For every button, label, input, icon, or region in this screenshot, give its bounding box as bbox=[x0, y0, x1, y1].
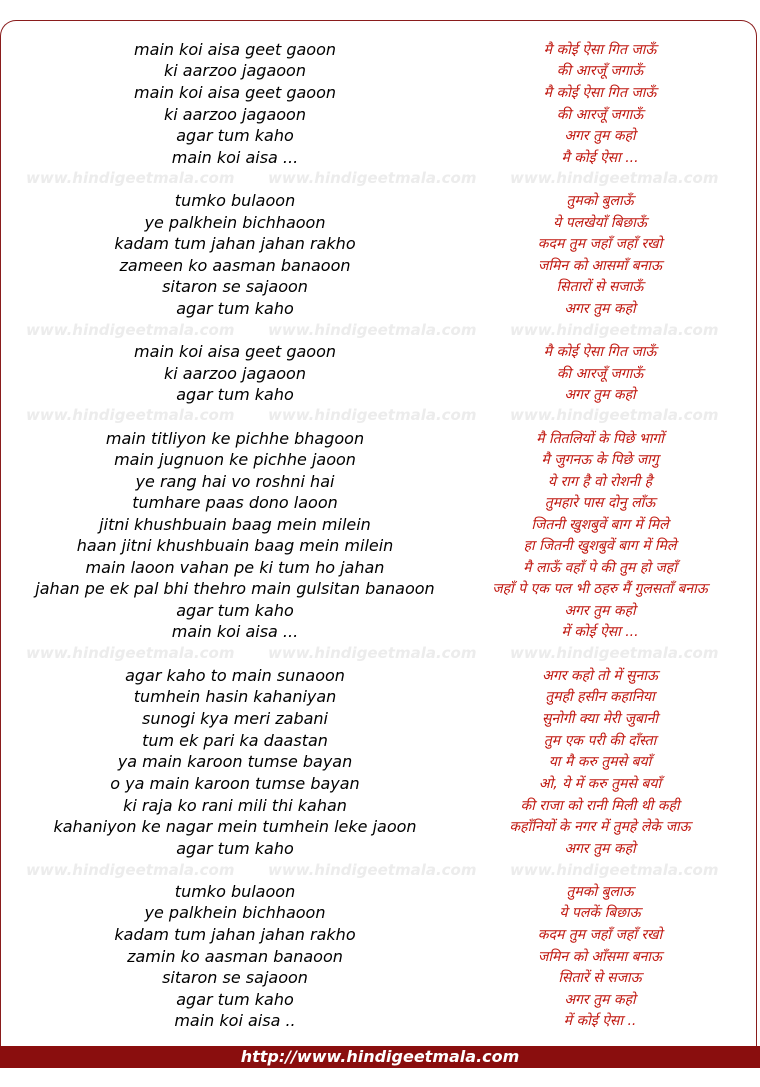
hindi-lyric-line: मै कोई ऐसा ... bbox=[561, 150, 639, 166]
watermark-text: www.hindigeetmala.com bbox=[510, 861, 719, 879]
english-lyric-line: ki aarzoo jagaoon bbox=[164, 364, 306, 383]
watermark-row bbox=[0, 321, 760, 341]
hindi-lyric-line: जमिन को आसमाँ बनाऊ bbox=[537, 258, 663, 274]
hindi-lyric-line: तुमही हसीन कहानिया bbox=[545, 689, 655, 705]
english-lyric-line: ki aarzoo jagaoon bbox=[164, 61, 306, 80]
english-lyric-line: main titliyon ke pichhe bhagoon bbox=[105, 429, 365, 448]
hindi-lyric-line: तुमको बुलाऊँ bbox=[566, 193, 634, 209]
english-lyric-line: tumko bulaoon bbox=[174, 191, 296, 210]
footer-url-bar[interactable] bbox=[0, 1046, 760, 1068]
english-lyric-line: sunogi kya meri zabani bbox=[141, 709, 328, 728]
hindi-lyric-line: ओ, ये में करु तुमसे बयाँ bbox=[538, 776, 662, 792]
english-lyric-line: jahan pe ek pal bhi thehro main gulsitan banaoon bbox=[35, 579, 435, 598]
english-lyric-line: main koi aisa ... bbox=[171, 148, 299, 167]
hindi-lyric-line: तुम एक परी की दाँस्ता bbox=[543, 733, 657, 749]
hindi-lyric-line: में कोई ऐसा ... bbox=[561, 624, 639, 640]
english-lyric-line: sitaron se sajaoon bbox=[162, 277, 308, 296]
hindi-lyric-line: मै जुगनऊ के पिछे जागु bbox=[541, 452, 659, 468]
hindi-lyric-line: मै तितलियों के पिछे भागों bbox=[536, 431, 664, 447]
hindi-lyric-line: तुमको बुलाऊ bbox=[566, 884, 634, 900]
english-lyric-line: agar tum kaho bbox=[176, 385, 294, 404]
hindi-lyric-line: अगर तुम कहो bbox=[564, 301, 636, 317]
english-lyric-line: tumko bulaoon bbox=[174, 882, 296, 901]
hindi-lyric-line: में कोई ऐसा .. bbox=[563, 1013, 637, 1029]
watermark-row bbox=[0, 406, 760, 426]
english-lyric-line: haan jitni khushbuain baag mein milein bbox=[76, 536, 394, 555]
hindi-lyric-line: सुनोगी क्या मेरी जुबानी bbox=[541, 711, 659, 727]
hindi-lyric-line: अगर तुम कहो bbox=[564, 992, 636, 1008]
english-lyric-line: kadam tum jahan jahan rakho bbox=[114, 234, 356, 253]
hindi-lyric-line: ये पलखेयाँ बिछाऊँ bbox=[553, 215, 647, 231]
english-lyric-line: agar kaho to main sunaoon bbox=[125, 666, 345, 685]
hindi-lyric-line: मै कोई ऐसा गित जाऊँ bbox=[543, 344, 657, 360]
english-lyric-line: ki raja ko rani mili thi kahan bbox=[123, 796, 347, 815]
watermark-text: www.hindigeetmala.com bbox=[268, 169, 477, 187]
hindi-lyric-line: कहाँनियों के नगर में तुमहे लेके जाऊ bbox=[509, 819, 691, 835]
watermark-row bbox=[0, 644, 760, 664]
english-lyric-line: kahaniyon ke nagar mein tumhein leke jaoon bbox=[53, 817, 417, 836]
hindi-lyric-line: कदम तुम जहाँ जहाँ रखो bbox=[537, 236, 663, 252]
watermark-text: www.hindigeetmala.com bbox=[26, 644, 235, 662]
hindi-lyric-line: मै कोई ऐसा गित जाऊँ bbox=[543, 42, 657, 58]
english-lyric-line: main koi aisa geet gaoon bbox=[133, 83, 336, 102]
english-lyric-line: main koi aisa ... bbox=[171, 622, 299, 641]
watermark-text: www.hindigeetmala.com bbox=[510, 644, 719, 662]
watermark-text: www.hindigeetmala.com bbox=[268, 861, 477, 879]
hindi-lyric-line: अगर तुम कहो bbox=[564, 387, 636, 403]
english-lyric-line: sitaron se sajaoon bbox=[162, 968, 308, 987]
hindi-lyric-line: ये राग है वो रोशनी है bbox=[547, 474, 653, 490]
english-lyric-line: tumhare paas dono laoon bbox=[132, 493, 338, 512]
footer-url-text[interactable]: http://www.hindigeetmala.com bbox=[240, 1047, 520, 1066]
watermark-row bbox=[0, 861, 760, 881]
english-lyric-line: agar tum kaho bbox=[176, 601, 294, 620]
hindi-lyric-line: की आरजूँ जगाऊँ bbox=[556, 366, 644, 382]
watermark-text: www.hindigeetmala.com bbox=[268, 406, 477, 424]
watermark-text: www.hindigeetmala.com bbox=[26, 169, 235, 187]
hindi-lyric-line: जमिन को आँसमा बनाऊ bbox=[537, 949, 663, 965]
hindi-lyric-line: सितारें से सजाऊ bbox=[558, 970, 642, 986]
hindi-lyric-line: अगर तुम कहो bbox=[564, 128, 636, 144]
english-lyric-line: main koi aisa geet gaoon bbox=[133, 342, 336, 361]
english-lyric-line: o ya main karoon tumse bayan bbox=[110, 774, 360, 793]
hindi-lyric-line: ये पलकें बिछाऊ bbox=[559, 905, 641, 921]
hindi-lyric-line: अगर तुम कहो bbox=[564, 603, 636, 619]
watermark-text: www.hindigeetmala.com bbox=[26, 861, 235, 879]
english-lyric-line: agar tum kaho bbox=[176, 299, 294, 318]
hindi-lyric-line: की आरजूँ जगाऊँ bbox=[556, 63, 644, 79]
english-lyric-line: ya main karoon tumse bayan bbox=[117, 752, 353, 771]
hindi-lyric-line: कदम तुम जहाँ जहाँ रखो bbox=[537, 927, 663, 943]
hindi-lyric-line: की राजा को रानी मिली थी कही bbox=[520, 798, 680, 814]
english-lyric-line: main koi aisa .. bbox=[174, 1011, 296, 1030]
english-lyric-line: agar tum kaho bbox=[176, 839, 294, 858]
english-lyric-line: ki aarzoo jagaoon bbox=[164, 105, 306, 124]
hindi-lyric-line: अगर कहो तो में सुनाऊ bbox=[542, 668, 658, 684]
hindi-lyric-line: तुमहारे पास दोनु लाँऊ bbox=[544, 495, 656, 511]
english-lyric-line: tumhein hasin kahaniyan bbox=[133, 687, 337, 706]
english-lyric-line: zameen ko aasman banaoon bbox=[119, 256, 351, 275]
english-lyric-line: main laoon vahan pe ki tum ho jahan bbox=[85, 558, 385, 577]
english-lyric-line: ye palkhein bichhaoon bbox=[144, 213, 326, 232]
english-lyric-line: kadam tum jahan jahan rakho bbox=[114, 925, 356, 944]
hindi-lyric-line: या मै करु तुमसे बयाँ bbox=[548, 754, 652, 770]
watermark-text: www.hindigeetmala.com bbox=[26, 406, 235, 424]
watermark-text: www.hindigeetmala.com bbox=[26, 321, 235, 339]
watermark-text: www.hindigeetmala.com bbox=[510, 321, 719, 339]
hindi-lyric-line: हा जितनी खुशबुवें बाग में मिले bbox=[523, 538, 677, 554]
watermark-text: www.hindigeetmala.com bbox=[510, 406, 719, 424]
watermark-text: www.hindigeetmala.com bbox=[268, 644, 477, 662]
hindi-lyric-line: सितारों से सजाऊँ bbox=[556, 279, 644, 295]
watermark-row bbox=[0, 169, 760, 189]
english-lyric-line: agar tum kaho bbox=[176, 126, 294, 145]
hindi-lyric-line: मै लाऊँ वहाँ पे की तुम हो जहाँ bbox=[523, 560, 677, 576]
english-lyric-line: zamin ko aasman banaoon bbox=[127, 947, 343, 966]
english-lyric-line: main jugnuon ke pichhe jaoon bbox=[114, 450, 356, 469]
hindi-lyric-line: जितनी खुशबुवें बाग में मिले bbox=[531, 517, 669, 533]
english-lyric-line: main koi aisa geet gaoon bbox=[133, 40, 336, 59]
english-lyric-line: ye palkhein bichhaoon bbox=[144, 903, 326, 922]
hindi-lyric-line: अगर तुम कहो bbox=[564, 841, 636, 857]
watermark-text: www.hindigeetmala.com bbox=[510, 169, 719, 187]
watermark-text: www.hindigeetmala.com bbox=[268, 321, 477, 339]
hindi-lyric-line: की आरजूँ जगाऊँ bbox=[556, 107, 644, 123]
hindi-lyric-line: मै कोई ऐसा गित जाऊँ bbox=[543, 85, 657, 101]
english-lyric-line: ye rang hai vo roshni hai bbox=[135, 472, 335, 491]
hindi-lyric-line: जहाँ पे एक पल भी ठहरु मैं गुलसताँ बनाऊ bbox=[492, 581, 708, 597]
english-lyric-line: tum ek pari ka daastan bbox=[142, 731, 328, 750]
english-lyric-line: jitni khushbuain baag mein milein bbox=[99, 515, 371, 534]
english-lyric-line: agar tum kaho bbox=[176, 990, 294, 1009]
